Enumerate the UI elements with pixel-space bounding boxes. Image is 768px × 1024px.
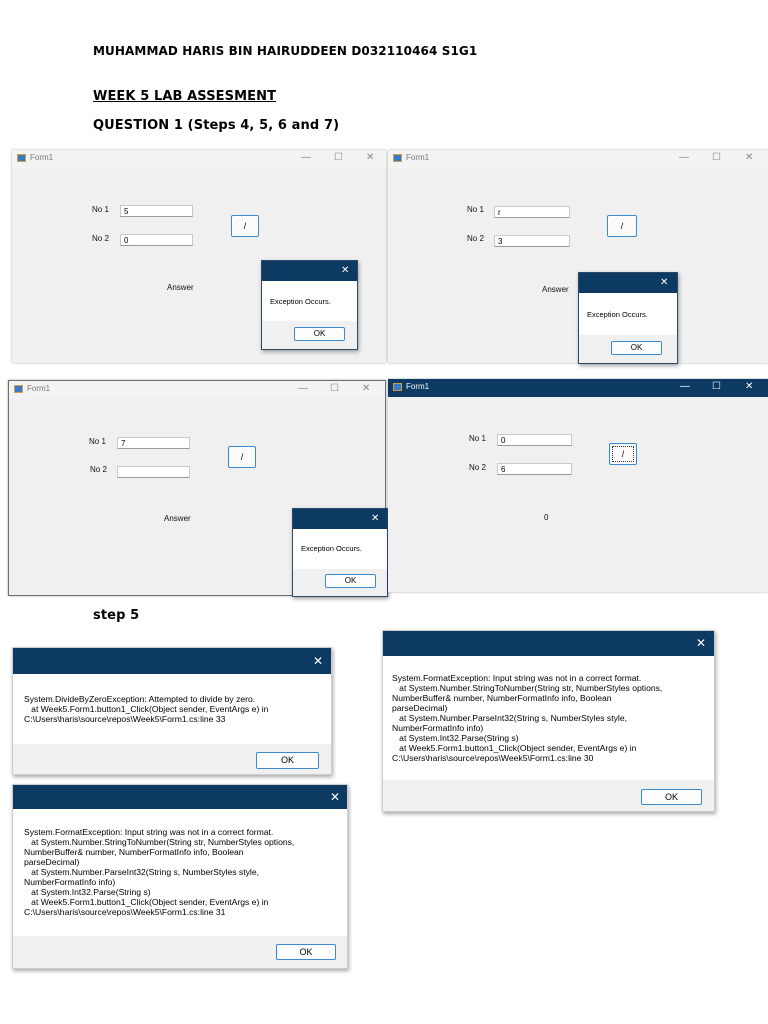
no1-label: No 1: [92, 205, 109, 214]
title-bar: [9, 381, 385, 399]
ok-button[interactable]: OK: [256, 752, 319, 769]
no1-label: No 1: [89, 437, 106, 446]
form-app-icon: [17, 154, 26, 162]
no2-input[interactable]: 0: [120, 234, 193, 246]
close-icon[interactable]: ✕: [696, 636, 707, 650]
dialog-message: Exception Occurs.: [301, 544, 362, 553]
no1-input[interactable]: 5: [120, 205, 193, 217]
ok-button[interactable]: OK: [611, 341, 662, 355]
ok-button[interactable]: OK: [294, 327, 345, 341]
no2-label: No 2: [92, 234, 109, 243]
question-heading: QUESTION 1 (Steps 4, 5, 6 and 7): [93, 118, 340, 133]
close-icon[interactable]: ✕: [371, 513, 380, 524]
no1-input[interactable]: 0: [497, 434, 572, 446]
ok-button[interactable]: OK: [641, 789, 702, 805]
divide-button[interactable]: /: [228, 446, 256, 468]
form-app-icon: [393, 383, 402, 391]
no1-input[interactable]: 7: [117, 437, 190, 449]
no2-input[interactable]: 3: [494, 235, 570, 247]
answer-label: Answer: [167, 283, 194, 292]
no1-label: No 1: [467, 205, 484, 214]
dialog-title-bar: [383, 631, 714, 656]
dialog-message: Exception Occurs.: [587, 310, 648, 319]
close-icon[interactable]: ✕: [313, 654, 324, 668]
no1-label: No 1: [469, 434, 486, 443]
form-window-4: [388, 379, 768, 592]
window-title: Form1: [30, 153, 54, 162]
error-dialog-format-line-30: [382, 630, 715, 812]
close-icon[interactable]: ✕: [745, 381, 754, 392]
title-bar: [388, 379, 768, 397]
no2-label: No 2: [467, 234, 484, 243]
dialog-message: Exception Occurs.: [270, 297, 331, 306]
no2-input[interactable]: 6: [497, 463, 572, 475]
window-title: Form1: [27, 384, 51, 393]
step-label: step 5: [93, 608, 140, 623]
dialog-title-bar: [13, 648, 331, 674]
exception-dialog-2: [578, 272, 678, 364]
answer-label: Answer: [542, 285, 569, 294]
dialog-title-bar: [13, 785, 347, 809]
title-bar: [388, 150, 768, 168]
dialog-message: System.DivideByZeroException: Attempted to divide by zero. at Week5.Form1.button1_Click(Object sender, EventArgs e) in C:\Users\haris\source\repos\Week5\Form1.cs:line 33: [24, 694, 269, 724]
exception-dialog-3: [292, 508, 388, 597]
answer-label: 0: [544, 513, 549, 522]
close-icon[interactable]: ✕: [341, 265, 350, 276]
form-app-icon: [14, 385, 23, 393]
window-title: Form1: [406, 382, 430, 391]
close-icon[interactable]: ✕: [362, 383, 371, 394]
maximize-icon[interactable]: ☐: [334, 152, 343, 163]
ok-button[interactable]: OK: [325, 574, 376, 588]
answer-label: Answer: [164, 514, 191, 523]
dialog-message: System.FormatException: Input string was not in a correct format. at System.Number.StringToNumber(String str, NumberStyles options, NumberBuffer& number, NumberFormatInfo info, Boolean parseDecimal) at System.Number.ParseInt32(String s, NumberStyles style, NumberFormatInfo info) at System.Int32.Parse(String s) at Week5.Form1.button1_Click(Object sender, EventArgs e) in C:\Users\haris\source\repos\Week5\Form1.cs:line 30: [392, 673, 663, 763]
maximize-icon[interactable]: ☐: [712, 152, 721, 163]
divide-button[interactable]: /: [609, 443, 637, 465]
error-dialog-format-line-31: [12, 784, 348, 969]
divide-button[interactable]: /: [607, 215, 637, 237]
title-bar: [12, 150, 386, 168]
maximize-icon[interactable]: ☐: [330, 383, 339, 394]
exception-dialog-1: [261, 260, 358, 350]
no2-label: No 2: [469, 463, 486, 472]
close-icon[interactable]: ✕: [660, 277, 669, 288]
minimize-icon[interactable]: —: [680, 381, 690, 392]
no2-input[interactable]: [117, 466, 190, 478]
no1-input[interactable]: r: [494, 206, 570, 218]
close-icon[interactable]: ✕: [366, 152, 375, 163]
close-icon[interactable]: ✕: [330, 790, 341, 804]
minimize-icon[interactable]: —: [679, 152, 689, 163]
close-icon[interactable]: ✕: [745, 152, 754, 163]
error-dialog-divide-by-zero: [12, 647, 332, 775]
dialog-message: System.FormatException: Input string was not in a correct format. at System.Number.StringToNumber(String str, NumberStyles options, NumberBuffer& number, NumberFormatInfo info, Boolean parseDecimal) at System.Number.ParseInt32(String s, NumberStyles style, NumberFormatInfo info) at System.Int32.Parse(String s) at Week5.Form1.button1_Click(Object sender, EventArgs e) in C:\Users\haris\source\repos\Week5\Form1.cs:line 31: [24, 827, 295, 917]
minimize-icon[interactable]: —: [298, 383, 308, 394]
author-line: MUHAMMAD HARIS BIN HAIRUDDEEN D032110464 S1G1: [93, 44, 478, 58]
page-title: WEEK 5 LAB ASSESMENT: [93, 89, 277, 104]
ok-button[interactable]: OK: [276, 944, 336, 960]
no2-label: No 2: [90, 465, 107, 474]
minimize-icon[interactable]: —: [301, 152, 311, 163]
form-app-icon: [393, 154, 402, 162]
maximize-icon[interactable]: ☐: [712, 381, 721, 392]
window-title: Form1: [406, 153, 430, 162]
divide-button[interactable]: /: [231, 215, 259, 237]
